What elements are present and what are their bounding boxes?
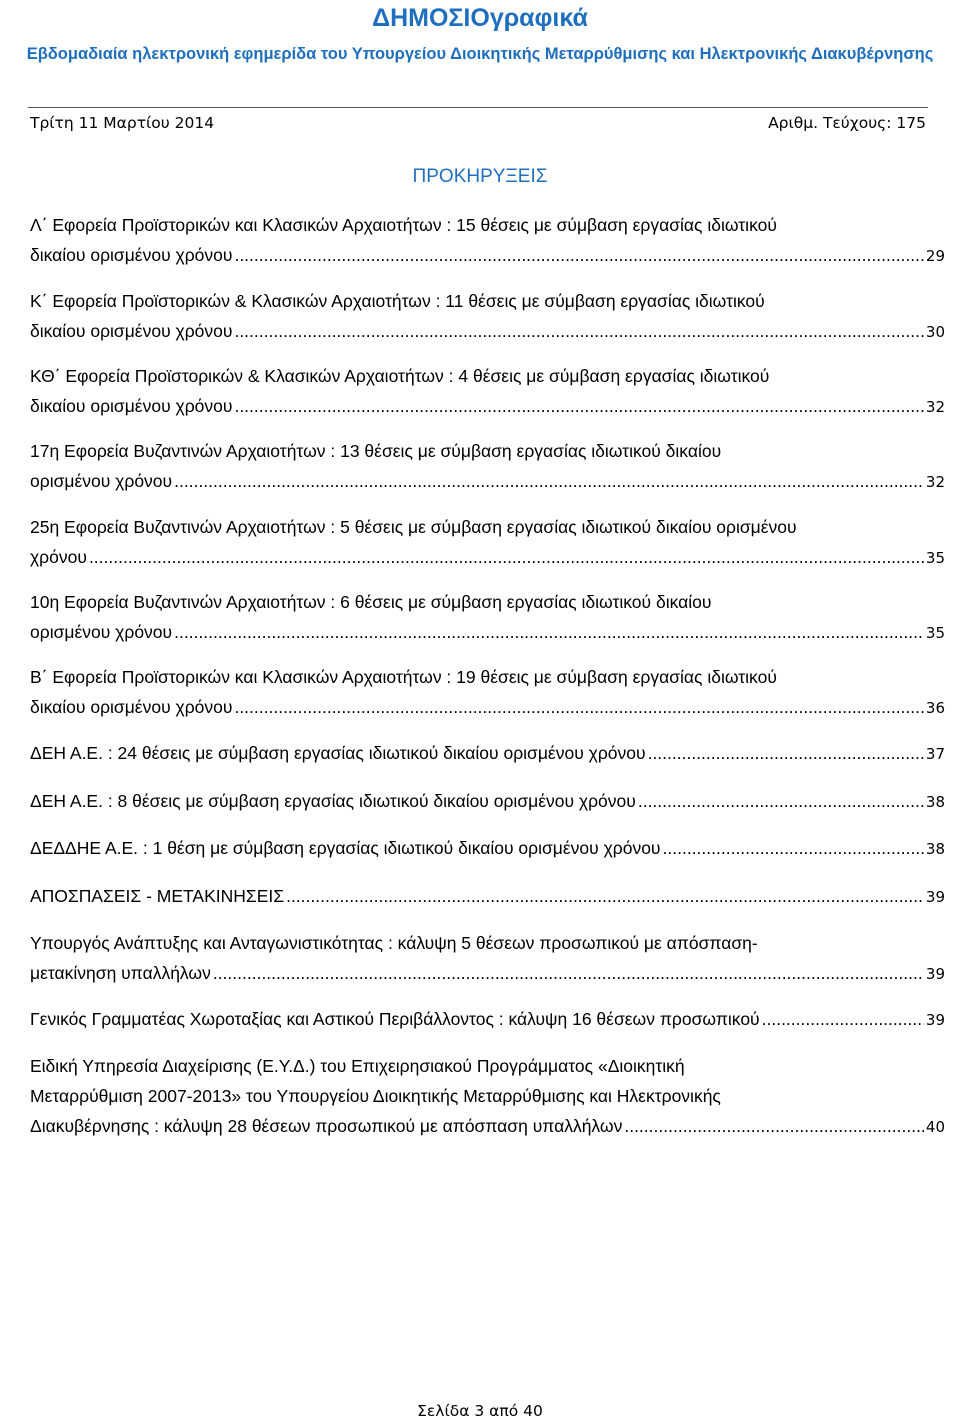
toc-entry-line: Λ΄ Εφορεία Προϊστορικών και Κλασικών Αρχαιοτήτων : 15 θέσεις με σύμβαση εργασίας ιδιωτικού [30, 215, 777, 235]
issue-date: Τρίτη 11 Μαρτίου 2014 [30, 114, 215, 132]
toc-leader-dots [174, 466, 924, 496]
masthead-title: ΔΗΜΟΣΙΟγραφικά [372, 4, 588, 32]
toc-entry-last-line [30, 316, 945, 347]
toc-entry-text: Διακυβέρνησης : κάλυψη 28 θέσεων προσωπικού με απόσπαση υπαλλήλων [30, 1116, 623, 1136]
toc-entry-line: 10η Εφορεία Βυζαντινών Αρχαιοτήτων : 6 θέσεις με σύμβαση εργασίας ιδιωτικού δικαίου [30, 592, 712, 612]
toc-entry-last-line [30, 1004, 945, 1035]
toc-page-number: 35 [925, 549, 945, 567]
toc-entry-last-line [30, 617, 945, 648]
issue-number: Αριθμ. Τεύχους: 175 [768, 114, 926, 132]
toc-entry-text: χρόνου [30, 547, 87, 567]
toc-entry-last-line [30, 833, 945, 864]
header-divider [28, 107, 928, 108]
toc-entry-text: ΔΕΔΔΗΕ Α.Ε. : 1 θέση με σύμβαση εργασίας ιδιωτικού δικαίου ορισμένου χρόνου [30, 838, 661, 858]
toc-entry-text: δικαίου ορισμένου χρόνου [30, 396, 233, 416]
toc-leader-dots [624, 1111, 924, 1141]
toc-page-number: 30 [925, 323, 945, 341]
toc-entry-text: ορισμένου χρόνου [30, 622, 173, 642]
toc-entry-last-line [30, 958, 945, 989]
toc-leader-dots [286, 881, 924, 911]
toc-page-number: 39 [925, 1011, 945, 1029]
toc-entry-last-line [30, 738, 945, 769]
toc-page-number: 36 [925, 699, 945, 717]
toc-entry-text: ορισμένου χρόνου [30, 471, 173, 491]
toc-entry-last-line [30, 466, 945, 497]
toc-entry-text: δικαίου ορισμένου χρόνου [30, 697, 233, 717]
toc-page-number: 38 [925, 840, 945, 858]
toc-entry[interactable] [30, 881, 945, 912]
toc-entry[interactable] [30, 662, 945, 723]
toc-entry-last-line [30, 391, 945, 422]
toc-entry-text: ΔΕΗ Α.Ε. : 8 θέσεις με σύμβαση εργασίας ιδιωτικού δικαίου ορισμένου χρόνου [30, 791, 636, 811]
toc-leader-dots [648, 738, 924, 768]
toc-entry[interactable] [30, 587, 945, 648]
toc-entry[interactable] [30, 286, 945, 347]
toc-entry-line: 25η Εφορεία Βυζαντινών Αρχαιοτήτων : 5 θέσεις με σύμβαση εργασίας ιδιωτικού δικαίου ορισμένου [30, 517, 797, 537]
toc-entry[interactable] [30, 1051, 945, 1142]
toc-leader-dots [89, 542, 924, 572]
toc-page-number: 35 [925, 624, 945, 642]
toc-entry[interactable] [30, 833, 945, 864]
toc-entry[interactable] [30, 436, 945, 497]
toc-leader-dots [174, 617, 924, 647]
toc-entry-last-line [30, 542, 945, 573]
toc-entry[interactable] [30, 361, 945, 422]
toc-entry-text: ΔΕΗ Α.Ε. : 24 θέσεις με σύμβαση εργασίας ιδιωτικού δικαίου ορισμένου χρόνου [30, 743, 646, 763]
toc-page-number: 39 [925, 965, 945, 983]
toc-leader-dots [234, 692, 923, 722]
toc-page-number: 29 [925, 247, 945, 265]
toc-entry-line: Κ΄ Εφορεία Προϊστορικών & Κλασικών Αρχαιοτήτων : 11 θέσεις με σύμβαση εργασίας ιδιωτικού [30, 291, 765, 311]
toc-entry-last-line [30, 786, 945, 817]
toc-entry[interactable] [30, 928, 945, 989]
toc-entry[interactable] [30, 738, 945, 769]
toc-entry-line: 17η Εφορεία Βυζαντινών Αρχαιοτήτων : 13 θέσεις με σύμβαση εργασίας ιδιωτικού δικαίου [30, 441, 722, 461]
toc-entry-text: Γενικός Γραμματέας Χωροταξίας και Αστικού Περιβάλλοντος : κάλυψη 16 θέσεων προσωπικού [30, 1009, 760, 1029]
toc-page-number: 37 [925, 745, 945, 763]
toc-entry-text: ΑΠΟΣΠΑΣΕΙΣ - ΜΕΤΑΚΙΝΗΣΕΙΣ [30, 886, 285, 906]
toc-entry-line: Ειδική Υπηρεσία Διαχείρισης (Ε.Υ.Δ.) του Επιχειρησιακού Προγράμματος «Διοικητική [30, 1056, 685, 1076]
toc-page-number: 38 [925, 793, 945, 811]
toc-entry-text: μετακίνηση υπαλλήλων [30, 963, 211, 983]
toc-entry-text: δικαίου ορισμένου χρόνου [30, 245, 233, 265]
toc-entry[interactable] [30, 1004, 945, 1035]
toc-entry-line: Β΄ Εφορεία Προϊστορικών και Κλασικών Αρχαιοτήτων : 19 θέσεις με σύμβαση εργασίας ιδιωτικού [30, 667, 777, 687]
toc-leader-dots [638, 786, 924, 816]
toc-entry-line: ΚΘ΄ Εφορεία Προϊστορικών & Κλασικών Αρχαιοτήτων : 4 θέσεις με σύμβαση εργασίας ιδιωτικού [30, 366, 770, 386]
toc-leader-dots [663, 833, 924, 863]
toc-entry-last-line [30, 240, 945, 271]
section-title: ΠΡΟΚΗΡΥΞΕΙΣ [412, 166, 548, 187]
toc-page-number: 39 [925, 888, 945, 906]
toc-leader-dots [762, 1004, 924, 1034]
toc-entry[interactable] [30, 786, 945, 817]
page-footer: Σελίδα 3 από 40 [417, 1402, 543, 1420]
toc-leader-dots [213, 958, 924, 988]
toc-page-number: 32 [925, 473, 945, 491]
toc-entry-last-line [30, 1111, 945, 1142]
toc-entry[interactable] [30, 512, 945, 573]
toc-entry-last-line [30, 881, 945, 912]
toc-page-number: 40 [925, 1118, 945, 1136]
toc-page-number: 32 [925, 398, 945, 416]
toc-leader-dots [234, 391, 923, 421]
toc-entry-text: δικαίου ορισμένου χρόνου [30, 321, 233, 341]
toc-entry-last-line [30, 692, 945, 723]
masthead-subtitle: Εβδομαδιαία ηλεκτρονική εφημερίδα του Υπουργείου Διοικητικής Μεταρρύθμισης και Ηλεκτρονικής Διακυβέρνησης [26, 45, 934, 63]
toc-entry-line: Μεταρρύθμιση 2007-2013» του Υπουργείου Διοικητικής Μεταρρύθμισης και Ηλεκτρονικής [30, 1086, 721, 1106]
toc-entry-line: Υπουργός Ανάπτυξης και Ανταγωνιστικότητας : κάλυψη 5 θέσεων προσωπικού με απόσπαση- [30, 933, 758, 953]
toc-leader-dots [234, 240, 923, 270]
toc-entry[interactable] [30, 210, 945, 271]
toc-leader-dots [234, 316, 923, 346]
